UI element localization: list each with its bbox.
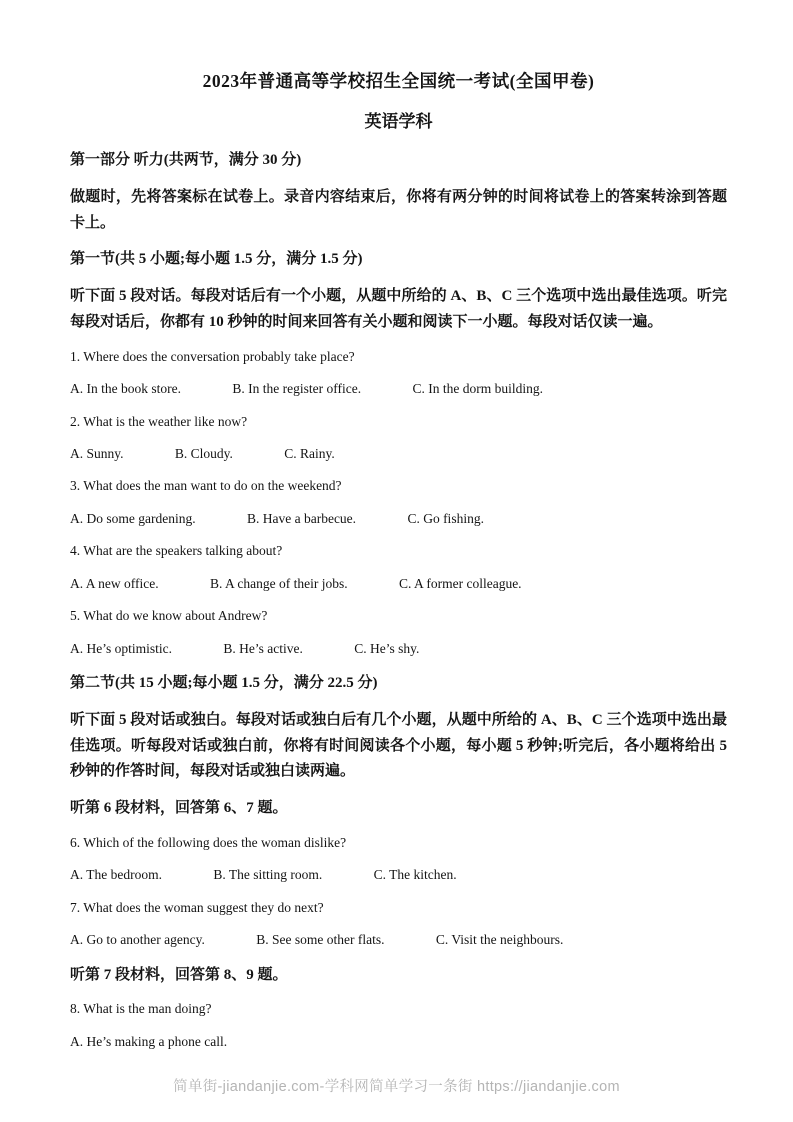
- question-2-options: [70, 444, 727, 465]
- option-b: B. Cloudy.: [174, 446, 233, 462]
- page-title: 2023年普通高等学校招生全国统一考试(全国甲卷): [202, 71, 595, 91]
- option-a: A. Do some gardening.: [70, 510, 196, 526]
- question-4-options: [70, 574, 727, 595]
- option-a: A. Sunny.: [70, 446, 124, 462]
- question-3-text: 3. What does the man want to do on the weekend?: [70, 478, 342, 494]
- question-4-text: 4. What are the speakers talking about?: [70, 543, 283, 559]
- option-c: C. Go fishing.: [407, 510, 484, 526]
- page-subtitle: 英语学科: [364, 112, 433, 131]
- option-c: C. He’s shy.: [354, 640, 420, 656]
- question-7-text: 7. What does the woman suggest they do next?: [70, 899, 324, 915]
- material7-heading: 听第 7 段材料，回答第 8、9 题。: [70, 966, 288, 983]
- question-1-options: [70, 379, 727, 400]
- section2-heading: 第二节(共 15 小题;每小题 1.5 分，满分 22.5 分): [70, 675, 378, 691]
- question-3-options: [70, 509, 727, 530]
- option-a: A. Go to another agency.: [70, 932, 205, 948]
- question-6-text: 6. Which of the following does the woman dislike?: [70, 834, 347, 850]
- material6-heading: 听第 6 段材料，回答第 6、7 题。: [70, 800, 288, 817]
- option-c: C. Visit the neighbours.: [435, 932, 564, 948]
- option-c: C. Rainy.: [284, 446, 335, 462]
- option-a: A. A new office.: [70, 575, 159, 591]
- section2-instruction: 听下面 5 段对话或独白。每段对话或独白后有几个小题，从题中所给的 A、B、C 三个选项中选出最佳选项。听每段对话或独白前，你将有时间阅读各个小题，每小题 5 秒钟;听完后，各小题将给出 5 秒钟的作答时间，每段对话或独白读两遍。: [70, 711, 727, 780]
- option-c: C. A former colleague.: [398, 575, 522, 591]
- question-1-text: 1. Where does the conversation probably take place?: [70, 348, 355, 364]
- option-b: B. In the register office.: [232, 381, 362, 397]
- option-b: B. He’s active.: [223, 640, 303, 656]
- question-2-text: 2. What is the weather like now?: [70, 413, 248, 429]
- question-5-options: [70, 639, 727, 660]
- question-8-text: 8. What is the man doing?: [70, 1001, 212, 1017]
- option-c: C. The kitchen.: [373, 867, 457, 883]
- question-6-options: [70, 865, 727, 886]
- answer-instruction: 做题时，先将答案标在试卷上。录音内容结束后，你将有两分钟的时间将试卷上的答案转涂到答题卡上。: [70, 188, 727, 231]
- part1-heading: 第一部分 听力(共两节，满分 30 分): [70, 152, 302, 168]
- option-b: B. See some other flats.: [256, 932, 385, 948]
- option-a: A. He’s making a phone call.: [70, 1033, 228, 1049]
- section1-heading: 第一节(共 5 小题;每小题 1.5 分，满分 1.5 分): [70, 251, 363, 268]
- option-b: B. Have a barbecue.: [246, 510, 357, 526]
- question-5-text: 5. What do we know about Andrew?: [70, 608, 268, 624]
- footer-watermark: 简单街-jiandanjie.com-学科网简单学习一条街 https://jiandanjie.com: [173, 1079, 620, 1095]
- option-b: B. The sitting room.: [213, 867, 323, 883]
- option-c: C. In the dorm building.: [412, 381, 543, 397]
- question-7-options: [70, 930, 727, 951]
- option-a: A. The bedroom.: [70, 867, 162, 883]
- section1-instruction: 听下面 5 段对话。每段对话后有一个小题，从题中所给的 A、B、C 三个选项中选出最佳选项。听完每段对话后，你都有 10 秒钟的时间来回答有关小题和阅读下一小题。每段对话仅读一遍。: [70, 288, 727, 330]
- option-a: A. He’s optimistic.: [70, 640, 172, 656]
- question-8-options: [70, 1032, 727, 1053]
- option-a: A. In the book store.: [70, 381, 181, 397]
- option-b: B. A change of their jobs.: [209, 575, 348, 591]
